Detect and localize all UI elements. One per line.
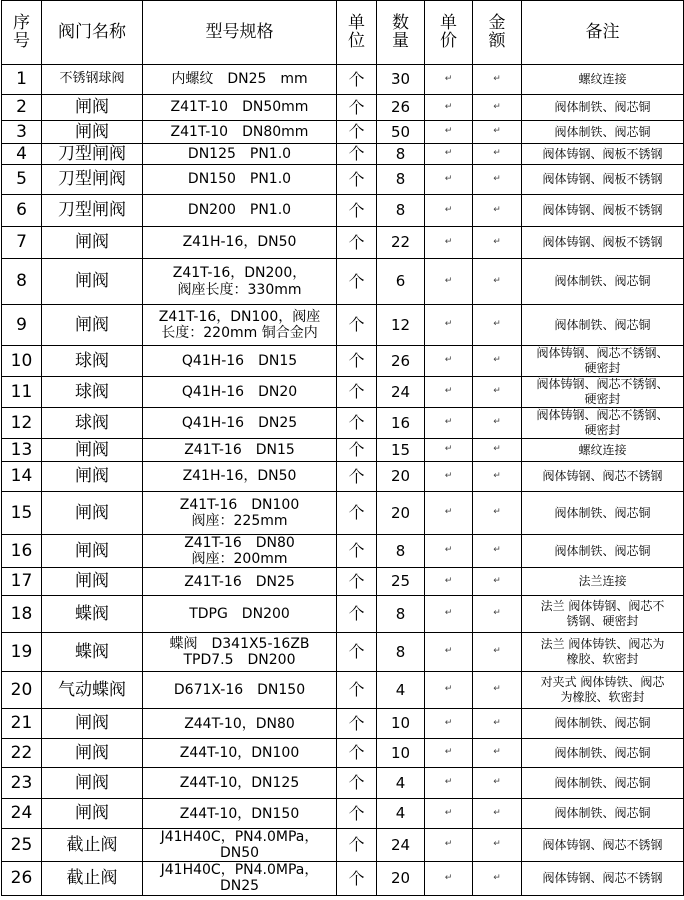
row-price bbox=[425, 346, 473, 377]
row-seq: 14 bbox=[2, 462, 42, 492]
row-spec: D671X-16 DN150 bbox=[143, 672, 337, 709]
row-spec: Q41H-16 DN15 bbox=[143, 346, 337, 377]
row-unit: 个 bbox=[337, 95, 377, 121]
row-qty: 26 bbox=[377, 346, 425, 377]
row-qty: 20 bbox=[377, 462, 425, 492]
paragraph-mark: ↵ bbox=[493, 777, 501, 788]
row-price bbox=[425, 768, 473, 799]
row-qty: 8 bbox=[377, 596, 425, 633]
row-unit: 个 bbox=[337, 709, 377, 739]
paragraph-mark: ↵ bbox=[444, 684, 453, 695]
row-unit: 个 bbox=[337, 144, 377, 165]
row-qty: 12 bbox=[377, 305, 425, 346]
paragraph-mark: ↵ bbox=[493, 417, 501, 428]
paragraph-mark: ↵ bbox=[444, 236, 453, 247]
row-amount bbox=[473, 346, 522, 377]
row-unit: 个 bbox=[337, 862, 377, 895]
table-body bbox=[2, 65, 684, 896]
row-amount bbox=[473, 862, 522, 895]
row-spec: Z41T-16 DN15 bbox=[143, 439, 337, 462]
row-note: 阀体铸钢、阀板不锈钢 bbox=[522, 195, 684, 227]
row-note: 阀体铸钢、阀芯不锈钢 bbox=[522, 829, 684, 862]
row-note: 阀体铸钢、阀芯不锈钢 bbox=[522, 462, 684, 492]
table-row bbox=[2, 346, 684, 377]
paragraph-mark: ↵ bbox=[444, 807, 453, 818]
paragraph-mark: ↵ bbox=[493, 444, 501, 455]
paragraph-mark: ↵ bbox=[493, 204, 501, 215]
paragraph-mark: ↵ bbox=[493, 173, 501, 184]
row-unit: 个 bbox=[337, 121, 377, 144]
row-note: 阀体制铁、阀芯铜 bbox=[522, 492, 684, 535]
paragraph-mark: ↵ bbox=[493, 684, 501, 695]
row-price bbox=[425, 462, 473, 492]
row-qty: 8 bbox=[377, 535, 425, 568]
row-spec: Z41T-10 DN80mm bbox=[143, 121, 337, 144]
paragraph-mark: ↵ bbox=[444, 444, 453, 455]
row-name: 闸阀 bbox=[42, 709, 143, 739]
row-seq: 16 bbox=[2, 535, 42, 568]
header-unit: 单位 bbox=[337, 1, 377, 65]
row-unit: 个 bbox=[337, 672, 377, 709]
row-qty: 20 bbox=[377, 492, 425, 535]
row-qty: 8 bbox=[377, 144, 425, 165]
row-note: 法兰连接 bbox=[522, 568, 684, 596]
row-unit: 个 bbox=[337, 596, 377, 633]
row-price bbox=[425, 95, 473, 121]
row-unit: 个 bbox=[337, 65, 377, 95]
row-unit: 个 bbox=[337, 492, 377, 535]
table-row bbox=[2, 165, 684, 195]
row-price bbox=[425, 144, 473, 165]
row-unit: 个 bbox=[337, 799, 377, 829]
row-seq: 22 bbox=[2, 739, 42, 768]
paragraph-mark: ↵ bbox=[444, 275, 453, 286]
row-price bbox=[425, 709, 473, 739]
row-note: 法兰 阀体铸铁、阀芯为 橡胶、软密封 bbox=[522, 633, 684, 672]
table-row bbox=[2, 799, 684, 829]
row-amount bbox=[473, 259, 522, 305]
row-name: 闸阀 bbox=[42, 439, 143, 462]
row-qty: 24 bbox=[377, 377, 425, 408]
row-name: 球阀 bbox=[42, 377, 143, 408]
header-seq: 序号 bbox=[2, 1, 42, 65]
paragraph-mark: ↵ bbox=[444, 507, 453, 518]
row-amount bbox=[473, 439, 522, 462]
table-row bbox=[2, 408, 684, 439]
row-price bbox=[425, 195, 473, 227]
table-row bbox=[2, 95, 684, 121]
row-qty: 10 bbox=[377, 709, 425, 739]
row-spec: 蝶阀 D341X5-16ZB TPD7.5 DN200 bbox=[143, 633, 337, 672]
row-spec: Z41T-16 DN80 阀座：200mm bbox=[143, 535, 337, 568]
row-name: 闸阀 bbox=[42, 305, 143, 346]
paragraph-mark: ↵ bbox=[444, 204, 453, 215]
table-row bbox=[2, 439, 684, 462]
paragraph-mark: ↵ bbox=[444, 872, 453, 883]
row-seq: 3 bbox=[2, 121, 42, 144]
paragraph-mark: ↵ bbox=[493, 126, 501, 137]
row-unit: 个 bbox=[337, 227, 377, 259]
paragraph-mark: ↵ bbox=[444, 148, 453, 159]
header-name: 阀门名称 bbox=[42, 1, 143, 65]
paragraph-mark: ↵ bbox=[444, 73, 453, 84]
paragraph-mark: ↵ bbox=[444, 777, 453, 788]
row-seq: 6 bbox=[2, 195, 42, 227]
row-price bbox=[425, 739, 473, 768]
row-spec: Q41H-16 DN25 bbox=[143, 408, 337, 439]
row-amount bbox=[473, 672, 522, 709]
row-price bbox=[425, 672, 473, 709]
row-name: 闸阀 bbox=[42, 259, 143, 305]
paragraph-mark: ↵ bbox=[444, 717, 453, 728]
row-spec: DN125 PN1.0 bbox=[143, 144, 337, 165]
paragraph-mark: ↵ bbox=[444, 470, 453, 481]
row-name: 球阀 bbox=[42, 346, 143, 377]
row-name: 闸阀 bbox=[42, 95, 143, 121]
row-unit: 个 bbox=[337, 439, 377, 462]
row-qty: 30 bbox=[377, 65, 425, 95]
row-name: 球阀 bbox=[42, 408, 143, 439]
row-unit: 个 bbox=[337, 165, 377, 195]
row-seq: 17 bbox=[2, 568, 42, 596]
paragraph-mark: ↵ bbox=[493, 355, 501, 366]
table-row bbox=[2, 305, 684, 346]
row-seq: 19 bbox=[2, 633, 42, 672]
row-name: 闸阀 bbox=[42, 768, 143, 799]
row-amount bbox=[473, 799, 522, 829]
row-name: 闸阀 bbox=[42, 799, 143, 829]
table-row bbox=[2, 768, 684, 799]
row-spec: Z41T-16，DN100，阀座 长度：220mm 铜合金内 bbox=[143, 305, 337, 346]
row-amount bbox=[473, 377, 522, 408]
paragraph-mark: ↵ bbox=[493, 386, 501, 397]
row-note: 阀体铸钢、阀板不锈钢 bbox=[522, 227, 684, 259]
table-row bbox=[2, 862, 684, 895]
row-seq: 20 bbox=[2, 672, 42, 709]
table-row bbox=[2, 462, 684, 492]
row-qty: 4 bbox=[377, 672, 425, 709]
row-price bbox=[425, 492, 473, 535]
row-seq: 7 bbox=[2, 227, 42, 259]
paragraph-mark: ↵ bbox=[444, 545, 453, 556]
paragraph-mark: ↵ bbox=[444, 101, 453, 112]
paragraph-mark: ↵ bbox=[493, 101, 501, 112]
row-note: 阀体制铁、阀芯铜 bbox=[522, 535, 684, 568]
row-name: 闸阀 bbox=[42, 121, 143, 144]
paragraph-mark: ↵ bbox=[493, 646, 501, 657]
table-row bbox=[2, 259, 684, 305]
paragraph-mark: ↵ bbox=[444, 173, 453, 184]
row-note: 阀体制铁、阀芯铜 bbox=[522, 799, 684, 829]
paragraph-mark: ↵ bbox=[444, 319, 453, 330]
header-spec: 型号规格 bbox=[143, 1, 337, 65]
row-spec: Z41T-16 DN100 阀座：225mm bbox=[143, 492, 337, 535]
row-name: 闸阀 bbox=[42, 462, 143, 492]
header-row bbox=[2, 1, 684, 65]
row-unit: 个 bbox=[337, 195, 377, 227]
valve-list-table bbox=[1, 0, 684, 896]
table-row bbox=[2, 492, 684, 535]
row-amount bbox=[473, 596, 522, 633]
paragraph-mark: ↵ bbox=[493, 319, 501, 330]
row-name: 截止阀 bbox=[42, 829, 143, 862]
row-note: 阀体制铁、阀芯铜 bbox=[522, 95, 684, 121]
row-note: 阀体制铁、阀芯铜 bbox=[522, 768, 684, 799]
table-row bbox=[2, 739, 684, 768]
row-seq: 5 bbox=[2, 165, 42, 195]
row-spec: Z44T-10，DN150 bbox=[143, 799, 337, 829]
row-amount bbox=[473, 305, 522, 346]
row-seq: 12 bbox=[2, 408, 42, 439]
row-qty: 22 bbox=[377, 227, 425, 259]
paragraph-mark: ↵ bbox=[493, 807, 501, 818]
row-qty: 6 bbox=[377, 259, 425, 305]
paragraph-mark: ↵ bbox=[493, 575, 501, 586]
row-seq: 8 bbox=[2, 259, 42, 305]
row-name: 闸阀 bbox=[42, 568, 143, 596]
row-spec: Z41T-10 DN50mm bbox=[143, 95, 337, 121]
row-amount bbox=[473, 829, 522, 862]
row-seq: 4 bbox=[2, 144, 42, 165]
paragraph-mark: ↵ bbox=[444, 386, 453, 397]
table-row bbox=[2, 829, 684, 862]
row-note: 阀体铸钢、阀芯不锈钢、 硬密封 bbox=[522, 408, 684, 439]
row-unit: 个 bbox=[337, 768, 377, 799]
table-row bbox=[2, 195, 684, 227]
row-price bbox=[425, 227, 473, 259]
row-price bbox=[425, 121, 473, 144]
row-unit: 个 bbox=[337, 633, 377, 672]
row-amount bbox=[473, 768, 522, 799]
row-price bbox=[425, 535, 473, 568]
row-unit: 个 bbox=[337, 259, 377, 305]
paragraph-mark: ↵ bbox=[444, 126, 453, 137]
row-seq: 26 bbox=[2, 862, 42, 895]
row-spec: 内螺纹 DN25 mm bbox=[143, 65, 337, 95]
paragraph-mark: ↵ bbox=[493, 507, 501, 518]
row-amount bbox=[473, 633, 522, 672]
row-amount bbox=[473, 739, 522, 768]
row-note: 对夹式 阀体铸铁、阀芯 为橡胶、软密封 bbox=[522, 672, 684, 709]
row-seq: 15 bbox=[2, 492, 42, 535]
row-seq: 9 bbox=[2, 305, 42, 346]
row-price bbox=[425, 65, 473, 95]
row-unit: 个 bbox=[337, 377, 377, 408]
row-qty: 4 bbox=[377, 768, 425, 799]
row-amount bbox=[473, 95, 522, 121]
row-spec: Z41H-16，DN50 bbox=[143, 462, 337, 492]
row-note: 阀体铸钢、阀芯不锈钢 bbox=[522, 862, 684, 895]
paragraph-mark: ↵ bbox=[444, 608, 453, 619]
row-qty: 8 bbox=[377, 195, 425, 227]
row-price bbox=[425, 439, 473, 462]
row-qty: 4 bbox=[377, 799, 425, 829]
table-row bbox=[2, 144, 684, 165]
row-name: 刀型闸阀 bbox=[42, 144, 143, 165]
row-note: 螺纹连接 bbox=[522, 439, 684, 462]
row-price bbox=[425, 408, 473, 439]
row-amount bbox=[473, 121, 522, 144]
table-row bbox=[2, 633, 684, 672]
paragraph-mark: ↵ bbox=[493, 236, 501, 247]
row-seq: 11 bbox=[2, 377, 42, 408]
row-note: 阀体制铁、阀芯铜 bbox=[522, 709, 684, 739]
row-amount bbox=[473, 462, 522, 492]
row-unit: 个 bbox=[337, 568, 377, 596]
row-name: 刀型闸阀 bbox=[42, 195, 143, 227]
header-price: 单价 bbox=[425, 1, 473, 65]
paragraph-mark: ↵ bbox=[444, 417, 453, 428]
row-spec: TDPG DN200 bbox=[143, 596, 337, 633]
row-seq: 23 bbox=[2, 768, 42, 799]
row-note: 螺纹连接 bbox=[522, 65, 684, 95]
row-note: 阀体铸钢、阀板不锈钢 bbox=[522, 165, 684, 195]
table-row bbox=[2, 672, 684, 709]
table-row bbox=[2, 65, 684, 95]
row-price bbox=[425, 259, 473, 305]
row-amount bbox=[473, 195, 522, 227]
row-spec: Z41T-16，DN200， 阀座长度：330mm bbox=[143, 259, 337, 305]
row-qty: 50 bbox=[377, 121, 425, 144]
row-qty: 8 bbox=[377, 633, 425, 672]
row-price bbox=[425, 568, 473, 596]
row-unit: 个 bbox=[337, 462, 377, 492]
row-amount bbox=[473, 227, 522, 259]
header-amount: 金额 bbox=[473, 1, 522, 65]
row-name: 蝶阀 bbox=[42, 633, 143, 672]
row-amount bbox=[473, 535, 522, 568]
row-amount bbox=[473, 144, 522, 165]
row-spec: J41H40C，PN4.0MPa， DN25 bbox=[143, 862, 337, 895]
row-unit: 个 bbox=[337, 739, 377, 768]
table-row bbox=[2, 709, 684, 739]
paragraph-mark: ↵ bbox=[493, 545, 501, 556]
row-spec: Q41H-16 DN20 bbox=[143, 377, 337, 408]
row-note: 阀体铸钢、阀板不锈钢 bbox=[522, 144, 684, 165]
header-note: 备注 bbox=[522, 1, 684, 65]
row-name: 刀型闸阀 bbox=[42, 165, 143, 195]
row-seq: 24 bbox=[2, 799, 42, 829]
paragraph-mark: ↵ bbox=[444, 575, 453, 586]
row-amount bbox=[473, 568, 522, 596]
row-price bbox=[425, 829, 473, 862]
row-note: 阀体制铁、阀芯铜 bbox=[522, 739, 684, 768]
paragraph-mark: ↵ bbox=[493, 717, 501, 728]
row-spec: J41H40C，PN4.0MPa， DN50 bbox=[143, 829, 337, 862]
row-note: 阀体制铁、阀芯铜 bbox=[522, 121, 684, 144]
paragraph-mark: ↵ bbox=[493, 608, 501, 619]
row-name: 气动蝶阀 bbox=[42, 672, 143, 709]
paragraph-mark: ↵ bbox=[493, 747, 501, 758]
row-note: 阀体铸钢、阀芯不锈钢、 硬密封 bbox=[522, 346, 684, 377]
header-qty: 数量 bbox=[377, 1, 425, 65]
paragraph-mark: ↵ bbox=[444, 355, 453, 366]
row-name: 闸阀 bbox=[42, 227, 143, 259]
row-seq: 13 bbox=[2, 439, 42, 462]
row-qty: 8 bbox=[377, 165, 425, 195]
row-spec: Z41T-16 DN25 bbox=[143, 568, 337, 596]
row-amount bbox=[473, 65, 522, 95]
row-qty: 26 bbox=[377, 95, 425, 121]
row-note: 法兰 阀体铸钢、阀芯不 锈钢、硬密封 bbox=[522, 596, 684, 633]
row-unit: 个 bbox=[337, 829, 377, 862]
row-seq: 18 bbox=[2, 596, 42, 633]
row-note: 阀体制铁、阀芯铜 bbox=[522, 259, 684, 305]
paragraph-mark: ↵ bbox=[493, 872, 501, 883]
paragraph-mark: ↵ bbox=[444, 747, 453, 758]
row-name: 蝶阀 bbox=[42, 596, 143, 633]
row-seq: 1 bbox=[2, 65, 42, 95]
row-unit: 个 bbox=[337, 535, 377, 568]
row-qty: 24 bbox=[377, 829, 425, 862]
row-price bbox=[425, 305, 473, 346]
row-price bbox=[425, 165, 473, 195]
paragraph-mark: ↵ bbox=[493, 839, 501, 850]
row-seq: 10 bbox=[2, 346, 42, 377]
row-spec: DN150 PN1.0 bbox=[143, 165, 337, 195]
table-row bbox=[2, 121, 684, 144]
row-qty: 16 bbox=[377, 408, 425, 439]
table-row bbox=[2, 568, 684, 596]
row-spec: Z44T-10，DN80 bbox=[143, 709, 337, 739]
row-price bbox=[425, 377, 473, 408]
row-qty: 10 bbox=[377, 739, 425, 768]
row-spec: Z44T-10，DN100 bbox=[143, 739, 337, 768]
row-seq: 21 bbox=[2, 709, 42, 739]
row-seq: 25 bbox=[2, 829, 42, 862]
row-amount bbox=[473, 492, 522, 535]
row-name: 不锈钢球阀 bbox=[42, 65, 143, 95]
row-unit: 个 bbox=[337, 305, 377, 346]
row-amount bbox=[473, 408, 522, 439]
row-amount bbox=[473, 709, 522, 739]
row-spec: Z44T-10，DN125 bbox=[143, 768, 337, 799]
row-name: 截止阀 bbox=[42, 862, 143, 895]
row-name: 闸阀 bbox=[42, 535, 143, 568]
row-name: 闸阀 bbox=[42, 492, 143, 535]
row-note: 阀体铸钢、阀芯不锈钢、 硬密封 bbox=[522, 377, 684, 408]
row-spec: DN200 PN1.0 bbox=[143, 195, 337, 227]
paragraph-mark: ↵ bbox=[444, 839, 453, 850]
row-qty: 20 bbox=[377, 862, 425, 895]
row-price bbox=[425, 799, 473, 829]
table-row bbox=[2, 535, 684, 568]
paragraph-mark: ↵ bbox=[493, 148, 501, 159]
row-unit: 个 bbox=[337, 346, 377, 377]
paragraph-mark: ↵ bbox=[493, 470, 501, 481]
row-amount bbox=[473, 165, 522, 195]
paragraph-mark: ↵ bbox=[493, 73, 501, 84]
paragraph-mark: ↵ bbox=[493, 275, 501, 286]
table-row bbox=[2, 227, 684, 259]
table-row bbox=[2, 377, 684, 408]
row-qty: 15 bbox=[377, 439, 425, 462]
row-price bbox=[425, 633, 473, 672]
row-price bbox=[425, 596, 473, 633]
row-qty: 25 bbox=[377, 568, 425, 596]
row-note: 阀体制铁、阀芯铜 bbox=[522, 305, 684, 346]
row-spec: Z41H-16，DN50 bbox=[143, 227, 337, 259]
row-name: 闸阀 bbox=[42, 739, 143, 768]
row-unit: 个 bbox=[337, 408, 377, 439]
row-seq: 2 bbox=[2, 95, 42, 121]
table-row bbox=[2, 596, 684, 633]
paragraph-mark: ↵ bbox=[444, 646, 453, 657]
row-price bbox=[425, 862, 473, 895]
